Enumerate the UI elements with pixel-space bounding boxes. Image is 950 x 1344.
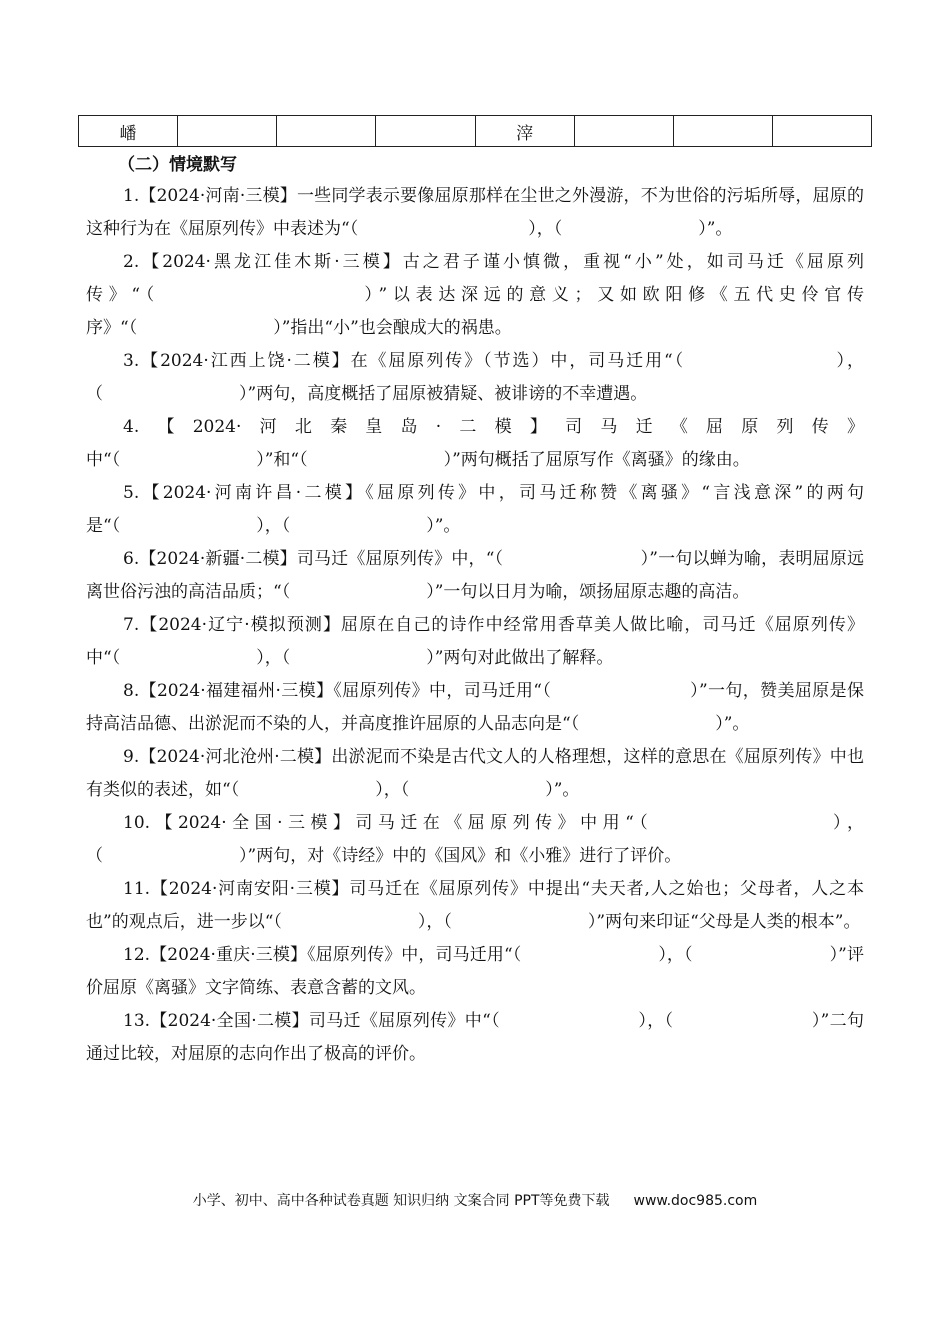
question-item: 5.【2024·河南许昌·二模】《屈原列传》中，司马迁称赞《离骚》“言浅意深”的两句是“（ ），（ ）”。	[86, 483, 864, 536]
table-cell	[674, 116, 773, 146]
question-item: 4.【2024·河北秦皇岛·二模】司马迁《屈原列传》中“（ ）”和“（ ）”两句概括了屈原写作《离骚》的缘由。	[86, 417, 864, 470]
question-item: 3.【2024·江西上饶·二模】在《屈原列传》（节选）中，司马迁用“（ ），（ ）”两句，高度概括了屈原被猜疑、被诽谤的不幸遭遇。	[86, 351, 864, 404]
question-item: 11.【2024·河南安阳·三模】司马迁在《屈原列传》中提出“夫天者,人之始也；父母者，人之本也”的观点后，进一步以“（ ），（ ）”两句来印证“父母是人类的根本”。	[86, 879, 864, 932]
question-item: 8.【2024·福建福州·三模】《屈原列传》中，司马迁用“（ ）”一句，赞美屈原是保持高洁品德、出淤泥而不染的人，并高度推许屈原的人品志向是“（ ）”。	[86, 681, 864, 734]
table-cell	[376, 116, 475, 146]
question-item: 12.【2024·重庆·三模】《屈原列传》中，司马迁用“（ ），（ ）”评价屈原《离骚》文字简练、表意含蓄的文风。	[86, 945, 864, 998]
question-item: 2.【2024·黑龙江佳木斯·三模】古之君子谨小慎微，重视“小”处，如司马迁《屈原列传》“（ ）”以表达深远的意义；又如欧阳修《五代史伶官传序》“（ ）”指出“小”也会酿成大的祸患。	[86, 252, 864, 338]
section-title: （二）情境默写	[118, 155, 237, 175]
table-cell	[773, 116, 871, 146]
footer-text: 小学、初中、高中各种试卷真题 知识归纳 文案合同 PPT等免费下载	[192, 1193, 610, 1209]
question-item: 6.【2024·新疆·二模】司马迁《屈原列传》中，“（ ）”一句以蝉为喻，表明屈原远离世俗污浊的高洁品质；“（ ）”一句以日月为喻，颂扬屈原志趣的高洁。	[86, 549, 864, 602]
page-footer	[0, 1190, 950, 1210]
question-item: 1.【2024·河南·三模】一些同学表示要像屈原那样在尘世之外漫游，不为世俗的污垢所辱，屈原的这种行为在《屈原列传》中表述为“（ ），（ ）”。	[86, 186, 864, 239]
question-item: 7.【2024·辽宁·模拟预测】屈原在自己的诗作中经常用香草美人做比喻，司马迁《屈原列传》中“（ ），（ ）”两句对此做出了解释。	[86, 615, 864, 668]
question-list	[86, 180, 864, 1071]
character-table	[78, 115, 872, 147]
question-item: 10.【2024·全国·三模】司马迁在《屈原列传》中用“（ ），（ ）”两句，对《诗经》中的《国风》和《小雅》进行了评价。	[86, 813, 864, 866]
footer-url: www.doc985.com	[633, 1193, 758, 1209]
question-item: 13.【2024·全国·二模】司马迁《屈原列传》中“（ ），（ ）”二句通过比较，对屈原的志向作出了极高的评价。	[86, 1011, 864, 1064]
question-item: 9.【2024·河北沧州·二模】出淤泥而不染是古代文人的人格理想，这样的意思在《屈原列传》中也有类似的表述，如“（ ），（ ）”。	[86, 747, 864, 800]
table-cell	[178, 116, 277, 146]
table-cell: 滓	[476, 116, 575, 146]
table-cell	[277, 116, 376, 146]
table-cell	[575, 116, 674, 146]
table-cell: 嶓	[79, 116, 178, 146]
